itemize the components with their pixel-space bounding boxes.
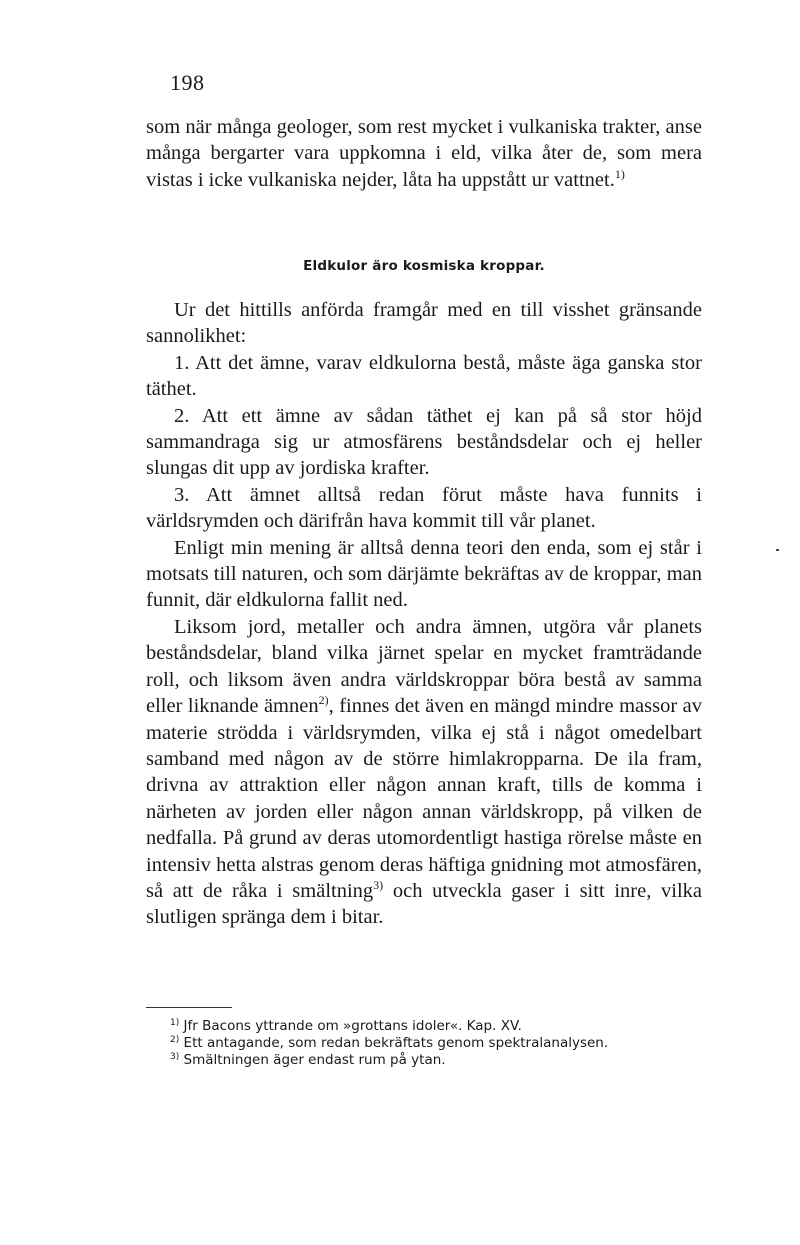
footnote-2	[170, 1035, 608, 1052]
intro-paragraph	[146, 114, 702, 193]
footnote-3	[170, 1052, 608, 1069]
paragraph-cosmic-bodies-part-c: och utveckla gaser i sitt inre, vilka slutligen spränga dem i bitar.	[146, 879, 702, 929]
footnote-2-marker: 2)	[170, 1035, 180, 1045]
footnote-ref-1: 1)	[614, 166, 625, 181]
footnotes	[170, 1018, 608, 1069]
paragraph-cosmic-bodies	[146, 614, 702, 931]
point-2: 2. Att ett ämne av sådan täthet ej kan på så stor höjd sammandraga sig ur atmosfärens beståndsdelar och ej heller slungas dit upp av jordiska krafter.	[146, 404, 702, 480]
point-3: 3. Att ämnet alltså redan förut måste hava funnits i världsrymden och därifrån hava kommit till vår planet.	[146, 483, 702, 533]
body-text-block	[146, 297, 702, 931]
paragraph-cosmic-bodies-part-a: Liksom jord, metaller och andra ämnen, utgöra vår planets beståndsdelar, bland vilka järnet spelar en mycket framträdande roll, och liksom även andra världskroppar böra bestå av samma eller liknande ämnen	[146, 615, 702, 718]
footnote-ref-2: 2)	[318, 693, 329, 708]
page-number: 198	[170, 70, 205, 95]
footnote-1-text: Jfr Bacons yttrande om »grottans idoler«. Kap. XV.	[183, 1018, 522, 1034]
intro-paragraph-text: som när många geologer, som rest mycket i vulkaniska trakter, anse många bergarter vara uppkomna i eld, vilka åter de, som mera vistas i icke vulkaniska nejder, låta ha uppstått ur vattnet.	[146, 116, 702, 191]
footnote-3-text: Smältningen äger endast rum på ytan.	[183, 1052, 446, 1068]
print-speck-mark	[776, 549, 779, 551]
point-1: 1. Att det ämne, varav eldkulorna bestå, måste äga ganska stor täthet.	[146, 351, 702, 401]
footnote-ref-3: 3)	[373, 877, 384, 892]
section-heading: Eldkulor äro kosmiska kroppar.	[303, 258, 545, 274]
footnote-1	[170, 1018, 608, 1035]
paragraph-intro-claims: Ur det hittills anförda framgår med en till visshet gränsande sannolikhet:	[146, 299, 702, 348]
footnote-1-marker: 1)	[170, 1018, 180, 1028]
paragraph-theory: Enligt min mening är alltså denna teori den enda, som ej står i motsats till naturen, och som därjämte bekräftas av de kroppar, man funnit, där eldkulorna fallit ned.	[146, 536, 702, 612]
paragraph-cosmic-bodies-part-b: , finnes det även en mängd mindre massor av materie strödda i världsrymden, vilka ej stå i något omedelbart samband med någon av de större himlakropparna. De ila fram, drivna av attraktion eller någon annan kraft, tills de komma i närheten av jorden eller någon annan världskropp, på vilken de nedfalla. På grund av deras utomordentligt hastiga rörelse måste en intensiv hetta alstras genom deras häftiga gnidning mot atmosfären, så att de råka i smältning	[146, 695, 702, 902]
footnote-2-text: Ett antagande, som redan bekräftats genom spektralanalysen.	[183, 1035, 609, 1051]
intro-text-block	[146, 114, 702, 193]
footnote-3-marker: 3)	[170, 1052, 180, 1062]
footnote-divider	[146, 1007, 232, 1008]
